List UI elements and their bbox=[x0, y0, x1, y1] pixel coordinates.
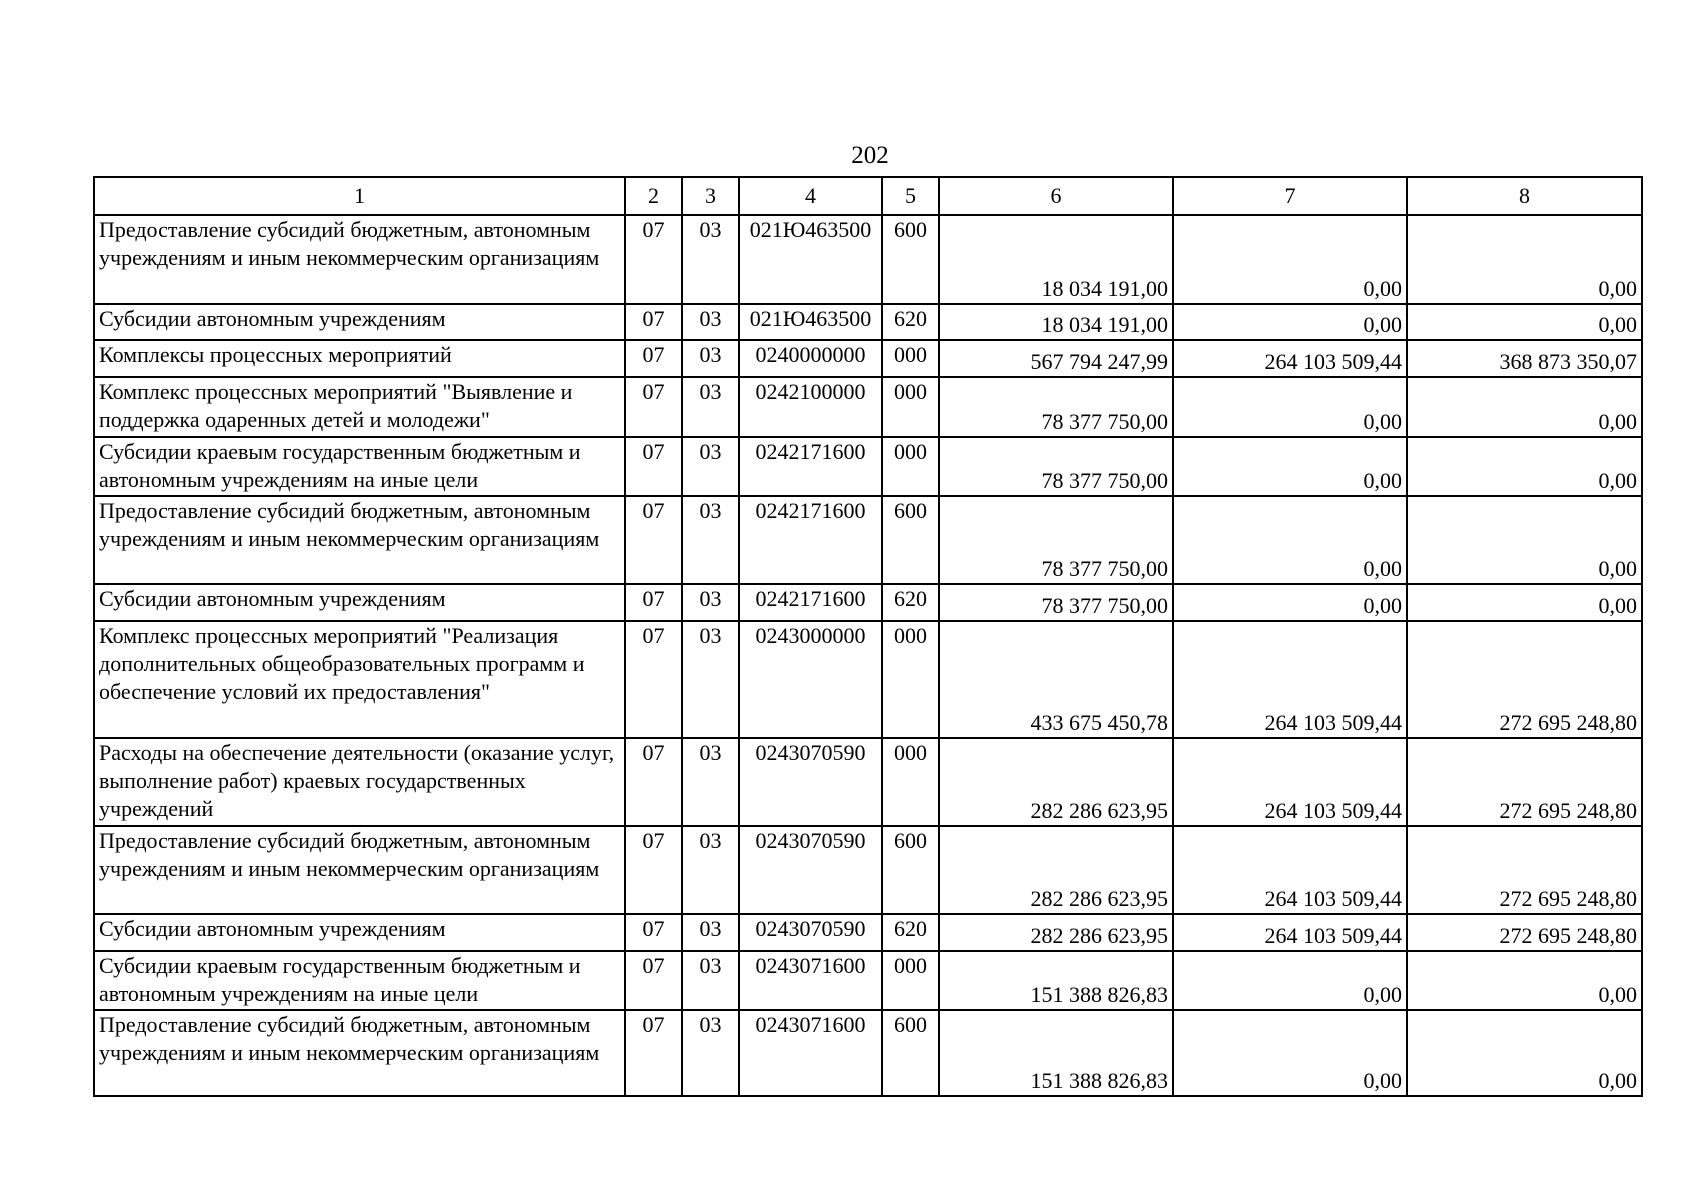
row-section: 07 bbox=[625, 304, 682, 340]
table-row bbox=[94, 738, 1642, 826]
row-section: 07 bbox=[625, 951, 682, 1010]
row-name: Субсидии автономным учреждениям bbox=[94, 584, 625, 621]
row-amount-col8: 0,00 bbox=[1407, 437, 1642, 496]
table-row bbox=[94, 377, 1642, 437]
row-amount-col6: 151 388 826,83 bbox=[939, 951, 1173, 1010]
row-expense-type: 620 bbox=[882, 914, 939, 951]
row-amount-col7: 264 103 509,44 bbox=[1173, 738, 1407, 826]
row-section: 07 bbox=[625, 826, 682, 914]
row-expense-type: 600 bbox=[882, 826, 939, 914]
row-expense-type: 000 bbox=[882, 340, 939, 377]
row-amount-col8: 272 695 248,80 bbox=[1407, 621, 1642, 738]
row-amount-col8: 0,00 bbox=[1407, 377, 1642, 437]
row-section: 07 bbox=[625, 584, 682, 621]
row-target-article: 021Ю463500 bbox=[739, 304, 882, 340]
row-amount-col6: 78 377 750,00 bbox=[939, 377, 1173, 437]
row-target-article: 0242171600 bbox=[739, 496, 882, 584]
budget-table bbox=[93, 176, 1643, 1097]
row-expense-type: 600 bbox=[882, 1010, 939, 1096]
row-name: Субсидии автономным учреждениям bbox=[94, 914, 625, 951]
row-amount-col8: 272 695 248,80 bbox=[1407, 738, 1642, 826]
row-amount-col8: 0,00 bbox=[1407, 584, 1642, 621]
row-name: Субсидии автономным учреждениям bbox=[94, 304, 625, 340]
row-amount-col8: 272 695 248,80 bbox=[1407, 914, 1642, 951]
row-amount-col7: 0,00 bbox=[1173, 304, 1407, 340]
row-expense-type: 620 bbox=[882, 304, 939, 340]
row-name: Предоставление субсидий бюджетным, автономным учреждениям и иным некоммерческим организациям bbox=[94, 215, 625, 304]
row-section: 07 bbox=[625, 377, 682, 437]
row-subsection: 03 bbox=[682, 738, 739, 826]
row-amount-col7: 0,00 bbox=[1173, 951, 1407, 1010]
row-amount-col7: 0,00 bbox=[1173, 377, 1407, 437]
row-section: 07 bbox=[625, 496, 682, 584]
row-subsection: 03 bbox=[682, 496, 739, 584]
row-amount-col7: 264 103 509,44 bbox=[1173, 621, 1407, 738]
table-row bbox=[94, 304, 1642, 340]
row-name: Комплексы процессных мероприятий bbox=[94, 340, 625, 377]
row-subsection: 03 bbox=[682, 1010, 739, 1096]
row-section: 07 bbox=[625, 340, 682, 377]
row-section: 07 bbox=[625, 437, 682, 496]
row-expense-type: 000 bbox=[882, 437, 939, 496]
row-section: 07 bbox=[625, 621, 682, 738]
row-subsection: 03 bbox=[682, 914, 739, 951]
page-number: 202 bbox=[851, 142, 889, 169]
table-row bbox=[94, 914, 1642, 951]
row-target-article: 0240000000 bbox=[739, 340, 882, 377]
row-expense-type: 620 bbox=[882, 584, 939, 621]
row-amount-col7: 264 103 509,44 bbox=[1173, 826, 1407, 914]
row-amount-col6: 18 034 191,00 bbox=[939, 304, 1173, 340]
row-amount-col7: 0,00 bbox=[1173, 437, 1407, 496]
header-cell: 6 bbox=[939, 177, 1173, 215]
row-amount-col8: 272 695 248,80 bbox=[1407, 826, 1642, 914]
row-amount-col6: 78 377 750,00 bbox=[939, 437, 1173, 496]
row-amount-col6: 78 377 750,00 bbox=[939, 496, 1173, 584]
header-cell: 7 bbox=[1173, 177, 1407, 215]
row-amount-col8: 0,00 bbox=[1407, 304, 1642, 340]
row-target-article: 0243070590 bbox=[739, 738, 882, 826]
row-name: Предоставление субсидий бюджетным, автономным учреждениям и иным некоммерческим организациям bbox=[94, 1010, 625, 1096]
row-section: 07 bbox=[625, 215, 682, 304]
row-target-article: 0242100000 bbox=[739, 377, 882, 437]
header-cell: 8 bbox=[1407, 177, 1642, 215]
row-expense-type: 000 bbox=[882, 377, 939, 437]
header-cell: 4 bbox=[739, 177, 882, 215]
row-amount-col8: 368 873 350,07 bbox=[1407, 340, 1642, 377]
row-subsection: 03 bbox=[682, 584, 739, 621]
table-row bbox=[94, 496, 1642, 584]
table-row bbox=[94, 215, 1642, 304]
row-amount-col7: 0,00 bbox=[1173, 496, 1407, 584]
row-section: 07 bbox=[625, 738, 682, 826]
row-name: Субсидии краевым государственным бюджетным и автономным учреждениям на иные цели bbox=[94, 951, 625, 1010]
row-expense-type: 000 bbox=[882, 738, 939, 826]
row-expense-type: 600 bbox=[882, 215, 939, 304]
row-expense-type: 600 bbox=[882, 496, 939, 584]
row-target-article: 0243070590 bbox=[739, 914, 882, 951]
row-subsection: 03 bbox=[682, 304, 739, 340]
row-subsection: 03 bbox=[682, 340, 739, 377]
table-row bbox=[94, 1010, 1642, 1096]
row-amount-col7: 0,00 bbox=[1173, 584, 1407, 621]
row-name: Комплекс процессных мероприятий "Выявление и поддержка одаренных детей и молодежи" bbox=[94, 377, 625, 437]
row-amount-col6: 433 675 450,78 bbox=[939, 621, 1173, 738]
table-row bbox=[94, 621, 1642, 738]
row-target-article: 0242171600 bbox=[739, 437, 882, 496]
row-name: Расходы на обеспечение деятельности (оказание услуг, выполнение работ) краевых государственных учреждений bbox=[94, 738, 625, 826]
table-row bbox=[94, 584, 1642, 621]
row-target-article: 0243071600 bbox=[739, 951, 882, 1010]
header-cell: 5 bbox=[882, 177, 939, 215]
table-row bbox=[94, 340, 1642, 377]
row-subsection: 03 bbox=[682, 826, 739, 914]
row-target-article: 0243070590 bbox=[739, 826, 882, 914]
row-amount-col6: 78 377 750,00 bbox=[939, 584, 1173, 621]
row-expense-type: 000 bbox=[882, 621, 939, 738]
row-subsection: 03 bbox=[682, 951, 739, 1010]
row-amount-col8: 0,00 bbox=[1407, 215, 1642, 304]
row-amount-col6: 567 794 247,99 bbox=[939, 340, 1173, 377]
row-amount-col6: 282 286 623,95 bbox=[939, 914, 1173, 951]
table-row bbox=[94, 826, 1642, 914]
row-subsection: 03 bbox=[682, 377, 739, 437]
row-name: Комплекс процессных мероприятий "Реализация дополнительных общеобразовательных программ и обеспечение условий их предоставления" bbox=[94, 621, 625, 738]
table-row bbox=[94, 951, 1642, 1010]
row-amount-col7: 264 103 509,44 bbox=[1173, 914, 1407, 951]
row-amount-col7: 264 103 509,44 bbox=[1173, 340, 1407, 377]
row-amount-col6: 282 286 623,95 bbox=[939, 826, 1173, 914]
row-name: Предоставление субсидий бюджетным, автономным учреждениям и иным некоммерческим организациям bbox=[94, 826, 625, 914]
header-cell: 2 bbox=[625, 177, 682, 215]
row-subsection: 03 bbox=[682, 621, 739, 738]
row-target-article: 0243000000 bbox=[739, 621, 882, 738]
row-section: 07 bbox=[625, 914, 682, 951]
row-amount-col8: 0,00 bbox=[1407, 496, 1642, 584]
row-subsection: 03 bbox=[682, 215, 739, 304]
table-row bbox=[94, 437, 1642, 496]
row-amount-col8: 0,00 bbox=[1407, 1010, 1642, 1096]
row-amount-col6: 18 034 191,00 bbox=[939, 215, 1173, 304]
row-target-article: 021Ю463500 bbox=[739, 215, 882, 304]
header-row bbox=[94, 177, 1642, 215]
row-amount-col7: 0,00 bbox=[1173, 1010, 1407, 1096]
row-name: Субсидии краевым государственным бюджетным и автономным учреждениям на иные цели bbox=[94, 437, 625, 496]
row-subsection: 03 bbox=[682, 437, 739, 496]
row-amount-col6: 151 388 826,83 bbox=[939, 1010, 1173, 1096]
row-amount-col6: 282 286 623,95 bbox=[939, 738, 1173, 826]
row-section: 07 bbox=[625, 1010, 682, 1096]
row-name: Предоставление субсидий бюджетным, автономным учреждениям и иным некоммерческим организациям bbox=[94, 496, 625, 584]
row-amount-col8: 0,00 bbox=[1407, 951, 1642, 1010]
row-target-article: 0243071600 bbox=[739, 1010, 882, 1096]
header-cell: 1 bbox=[94, 177, 625, 215]
row-target-article: 0242171600 bbox=[739, 584, 882, 621]
row-expense-type: 000 bbox=[882, 951, 939, 1010]
row-amount-col7: 0,00 bbox=[1173, 215, 1407, 304]
header-cell: 3 bbox=[682, 177, 739, 215]
